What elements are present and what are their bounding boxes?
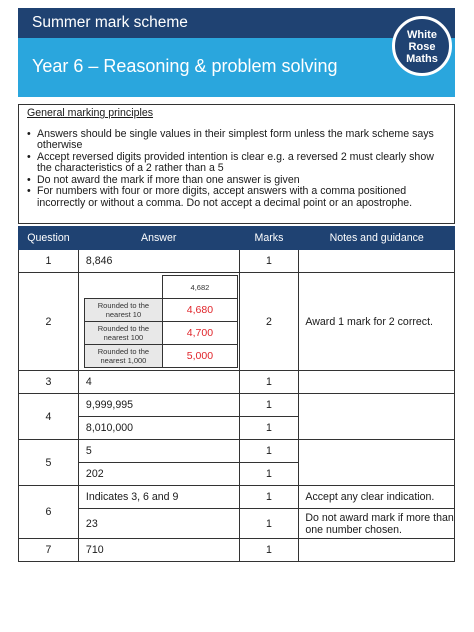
page-header [18,8,455,97]
notes-cell [299,371,455,394]
question-number: 4 [19,394,79,440]
rounding-answer: 4,680 [162,299,237,322]
table-row [19,440,455,463]
marks-cell: 1 [239,486,299,509]
principle-item: • Do not award the mark if more than one answer is given [27,175,446,187]
rounding-label: Rounded to the nearest 10 [84,299,162,322]
white-rose-maths-logo [392,16,452,76]
header-title: Summer mark scheme [18,8,455,38]
rounding-number: 4,682 [162,276,237,299]
answer-cell: 4 [78,371,239,394]
question-number: 1 [19,250,79,273]
logo-line2: Rose [408,41,436,53]
notes-cell [299,539,455,562]
principle-item: • For numbers with four or more digits, accept answers with a comma positioned incorrectly or without a comma. Do not accept a decimal point or an apostrophe. [27,186,446,209]
answer-cell: 5 [78,440,239,463]
marks-cell: 1 [239,440,299,463]
notes-cell: Accept any clear indication. [299,486,455,509]
header-question: Question [19,227,79,250]
rounding-table [84,275,238,368]
marks-cell: 1 [239,463,299,486]
question-number: 6 [19,486,79,539]
marks-cell: 2 [239,273,299,371]
table-row [19,273,455,371]
header-answer: Answer [78,227,239,250]
answer-cell: Indicates 3, 6 and 9 [78,486,239,509]
principle-item: • Accept reversed digits provided intention is clear e.g. a reversed 2 must clearly show the characteristics of a 2 rather than a 5 [27,152,446,175]
header-notes: Notes and guidance [299,227,455,250]
mark-scheme-table [18,226,455,562]
general-marking-principles [18,104,455,224]
principles-title: General marking principles [27,107,154,119]
marks-cell: 1 [239,417,299,440]
table-row [19,486,455,509]
table-row [19,539,455,562]
table-row [19,250,455,273]
rounding-label: Rounded to the nearest 1,000 [84,345,162,368]
answer-cell: 710 [78,539,239,562]
principle-item: • Answers should be single values in their simplest form unless the mark scheme says otherwise [27,129,446,152]
rounding-answer: 5,000 [162,345,237,368]
marks-cell: 1 [239,509,299,539]
answer-cell: 9,999,995 [78,394,239,417]
question-number: 2 [19,273,79,371]
question-number: 5 [19,440,79,486]
logo-line3: Maths [406,53,438,65]
notes-cell [299,394,455,440]
table-row [19,394,455,417]
marks-cell: 1 [239,539,299,562]
answer-cell: 202 [78,463,239,486]
notes-cell: Award 1 mark for 2 correct. [299,273,455,371]
logo-line1: White [407,29,437,41]
question-number: 3 [19,371,79,394]
notes-cell [299,440,455,486]
table-row [19,509,455,539]
header-marks: Marks [239,227,299,250]
rounding-answer: 4,700 [162,322,237,345]
answer-cell [78,273,239,371]
marks-cell: 1 [239,250,299,273]
principles-list [27,129,446,210]
answer-cell: 23 [78,509,239,539]
notes-cell: Do not award mark if more than one number chosen. [299,509,455,539]
header-subtitle: Year 6 – Reasoning & problem solving [18,38,455,97]
marks-cell: 1 [239,371,299,394]
table-row [19,371,455,394]
notes-cell [299,250,455,273]
table-header-row [19,227,455,250]
question-number: 7 [19,539,79,562]
marks-cell: 1 [239,394,299,417]
answer-cell: 8,010,000 [78,417,239,440]
answer-cell: 8,846 [78,250,239,273]
rounding-label: Rounded to the nearest 100 [84,322,162,345]
